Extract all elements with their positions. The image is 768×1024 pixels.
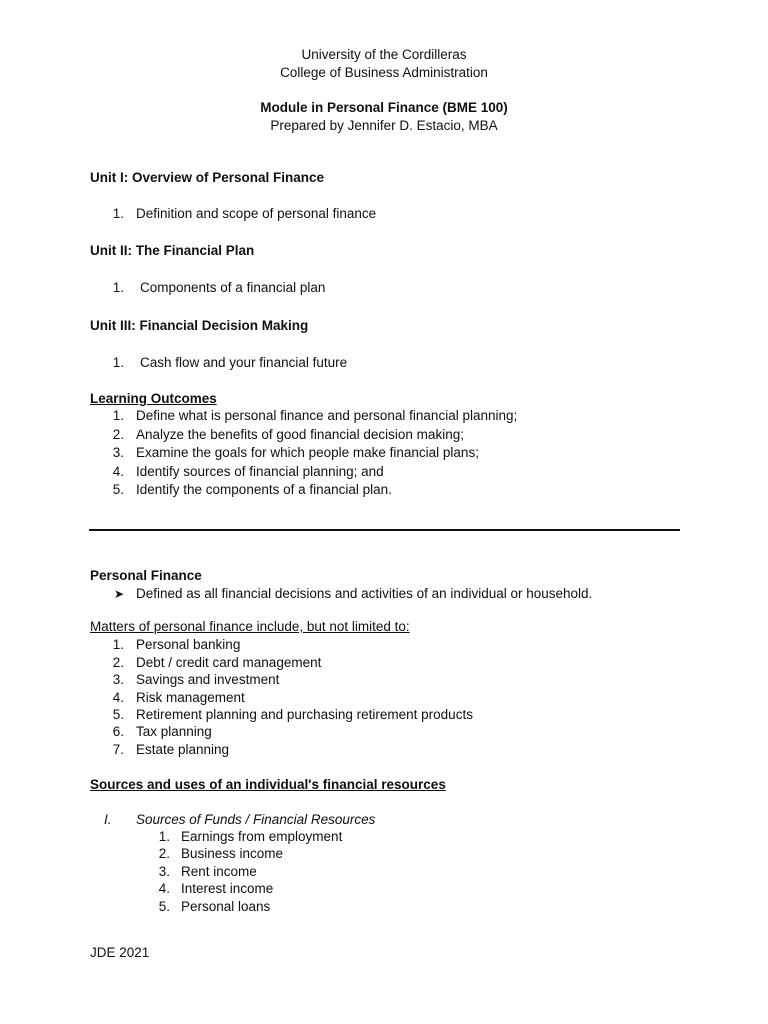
list-item: Define what is personal finance and personal financial planning; bbox=[136, 408, 518, 423]
list-item-number: 6. bbox=[112, 724, 124, 739]
unit-2-item-number: 1. bbox=[112, 280, 124, 295]
list-item-number: 2. bbox=[158, 846, 170, 861]
list-item: Analyze the benefits of good financial decision making; bbox=[136, 427, 464, 442]
list-item: Debt / credit card management bbox=[136, 655, 322, 670]
list-item: Estate planning bbox=[136, 742, 230, 757]
prepared-by: Prepared by Jennifer D. Estacio, MBA bbox=[270, 118, 498, 133]
personal-finance-heading: Personal Finance bbox=[90, 568, 202, 583]
list-item: Personal loans bbox=[181, 899, 271, 914]
list-item: Identify sources of financial planning; and bbox=[136, 464, 384, 479]
unit-2-title: Unit II: The Financial Plan bbox=[90, 243, 255, 258]
list-item: Interest income bbox=[181, 881, 274, 896]
college-name: College of Business Administration bbox=[280, 65, 488, 80]
matters-heading: Matters of personal finance include, but not limited to: bbox=[90, 619, 410, 634]
list-item-number: 7. bbox=[112, 742, 124, 757]
personal-finance-definition: Defined as all financial decisions and activities of an individual or household. bbox=[136, 586, 593, 601]
list-item: Tax planning bbox=[136, 724, 212, 739]
list-item-number: 1. bbox=[112, 408, 124, 423]
list-item-number: 2. bbox=[112, 427, 124, 442]
list-item: Earnings from employment bbox=[181, 829, 343, 844]
sources-subsection-heading: Sources of Funds / Financial Resources bbox=[136, 812, 376, 827]
list-item-number: 5. bbox=[158, 899, 170, 914]
list-item: Savings and investment bbox=[136, 672, 280, 687]
horizontal-divider bbox=[89, 529, 680, 531]
list-item-number: 4. bbox=[158, 881, 170, 896]
unit-3-item: Cash flow and your financial future bbox=[140, 355, 348, 370]
list-item-number: 5. bbox=[112, 707, 124, 722]
unit-1-item: Definition and scope of personal finance bbox=[136, 206, 377, 221]
list-item-number: 2. bbox=[112, 655, 124, 670]
arrow-bullet-icon: ➤ bbox=[114, 587, 125, 601]
list-item-number: 4. bbox=[112, 464, 124, 479]
unit-3-item-number: 1. bbox=[112, 355, 124, 370]
unit-2-item: Components of a financial plan bbox=[140, 280, 326, 295]
list-item-number: 1. bbox=[158, 829, 170, 844]
list-item-number: 3. bbox=[112, 672, 124, 687]
list-item-number: 4. bbox=[112, 690, 124, 705]
list-item: Personal banking bbox=[136, 637, 241, 652]
list-item-number: 1. bbox=[112, 637, 124, 652]
list-item: Risk management bbox=[136, 690, 245, 705]
list-item: Identify the components of a financial plan. bbox=[136, 482, 392, 497]
list-item-number: 5. bbox=[112, 482, 124, 497]
list-item: Rent income bbox=[181, 864, 257, 879]
university-name: University of the Cordilleras bbox=[301, 47, 467, 62]
list-item-number: 3. bbox=[112, 445, 124, 460]
learning-outcomes-heading: Learning Outcomes bbox=[90, 391, 217, 406]
footer-text: JDE 2021 bbox=[90, 945, 150, 960]
list-item-number: 3. bbox=[158, 864, 170, 879]
list-item: Retirement planning and purchasing retirement products bbox=[136, 707, 473, 722]
sources-heading: Sources and uses of an individual's financial resources bbox=[90, 777, 446, 792]
unit-1-title: Unit I: Overview of Personal Finance bbox=[90, 170, 325, 185]
unit-3-title: Unit III: Financial Decision Making bbox=[90, 318, 309, 333]
sources-subsection-number: I. bbox=[104, 812, 112, 827]
module-title: Module in Personal Finance (BME 100) bbox=[260, 100, 508, 115]
unit-1-item-number: 1. bbox=[112, 206, 124, 221]
list-item: Business income bbox=[181, 846, 284, 861]
list-item: Examine the goals for which people make financial plans; bbox=[136, 445, 479, 460]
